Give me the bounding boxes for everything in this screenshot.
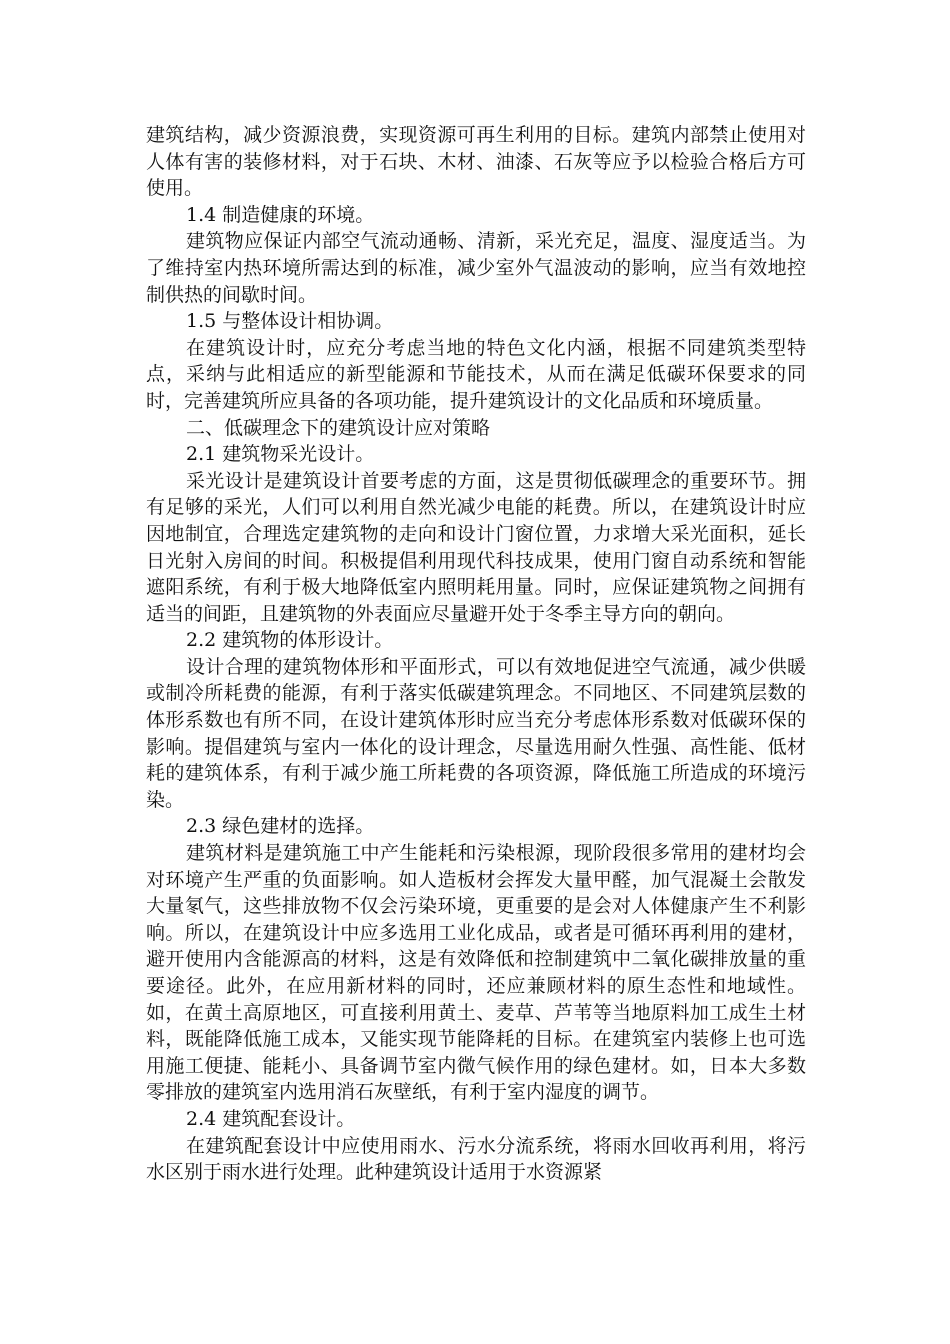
paragraph: 建筑材料是建筑施工中产生能耗和污染根源，现阶段很多常用的建材均会对环境产生严重的负面影响。如人造板材会挥发大量甲醛，加气混凝土会散发大量氡气，这些排放物不仅会污染环境，更重要的是会对人体健康产生不利影响。所以，在建筑设计中应多选用工业化成品，或者是可循环再利用的建材，避开使用内含能源高的材料，这是有效降低和控制建筑中二氧化碳排放量的重要途径。此外，在应用新材料的同时，还应兼顾材料的原生态性和地域性。如，在黄土高原地区，可直接利用黄土、麦草、芦苇等当地原料加工成生土材料，既能降低施工成本，又能实现节能降耗的目标。在建筑室内装修上也可选用施工便捷、能耗小、具备调节室内微气候作用的绿色建材。如，日本大多数零排放的建筑室内选用消石灰壁纸，有利于室内湿度的调节。 [146, 842, 806, 1104]
section-heading-2-3: 2.3 绿色建材的选择。 [186, 815, 375, 838]
section-heading-1-5: 1.5 与整体设计相协调。 [186, 310, 394, 333]
section-heading-2-4: 2.4 建筑配套设计。 [186, 1107, 356, 1130]
paragraph: 采光设计是建筑设计首要考虑的方面，这是贯彻低碳理念的重要环节。拥有足够的采光，人们可以利用自然光减少电能的耗费。所以，在建筑设计时应因地制宜，合理选定建筑物的走向和设计门窗位置，力求增大采光面积，延长日光射入房间的时间。积极提倡利用现代科技成果，使用门窗自动系统和智能遮阳系统，有利于极大地降低室内照明耗用量。同时，应保证建筑物之间拥有适当的间距，且建筑物的外表面应尽量避开处于冬季主导方向的朝向。 [146, 469, 806, 625]
paragraph: 在建筑配套设计中应使用雨水、污水分流系统，将雨水回收再利用，将污水区别于雨水进行处理。此种建筑设计适用于水资源紧 [146, 1134, 806, 1184]
paragraph: 在建筑设计时，应充分考虑当地的特色文化内涵，根据不同建筑类型特点，采纳与此相适应的新型能源和节能技术，从而在满足低碳环保要求的同时，完善建筑所应具备的各项功能，提升建筑设计的文化品质和环境质量。 [146, 336, 806, 412]
chapter-heading-2: 二、低碳理念下的建筑设计应对策略 [186, 416, 491, 439]
paragraph: 设计合理的建筑物体形和平面形式，可以有效地促进空气流通，减少供暖或制冷所耗费的能源，有利于落实低碳建筑理念。不同地区、不同建筑层数的体形系数也有所不同，在设计建筑体形时应当充分考虑体形系数对低碳环保的影响。提倡建筑与室内一体化的设计理念，尽量选用耐久性强、高性能、低材耗的建筑体系，有利于减少施工所耗费的各项资源，降低施工所造成的环境污染。 [146, 655, 806, 811]
document-body [146, 122, 806, 1186]
paragraph: 建筑物应保证内部空气流动通畅、清新，采光充足，温度、湿度适当。为了维持室内热环境所需达到的标准，减少室外气温波动的影响，应当有效地控制供热的间歇时间。 [146, 230, 806, 306]
section-heading-1-4: 1.4 制造健康的环境。 [186, 203, 375, 226]
section-heading-2-2: 2.2 建筑物的体形设计。 [186, 629, 394, 652]
section-heading-2-1: 2.1 建筑物采光设计。 [186, 443, 375, 466]
paragraph-continued: 建筑结构，减少资源浪费，实现资源可再生利用的目标。建筑内部禁止使用对人体有害的装修材料，对于石块、木材、油漆、石灰等应予以检验合格后方可使用。 [146, 124, 806, 200]
